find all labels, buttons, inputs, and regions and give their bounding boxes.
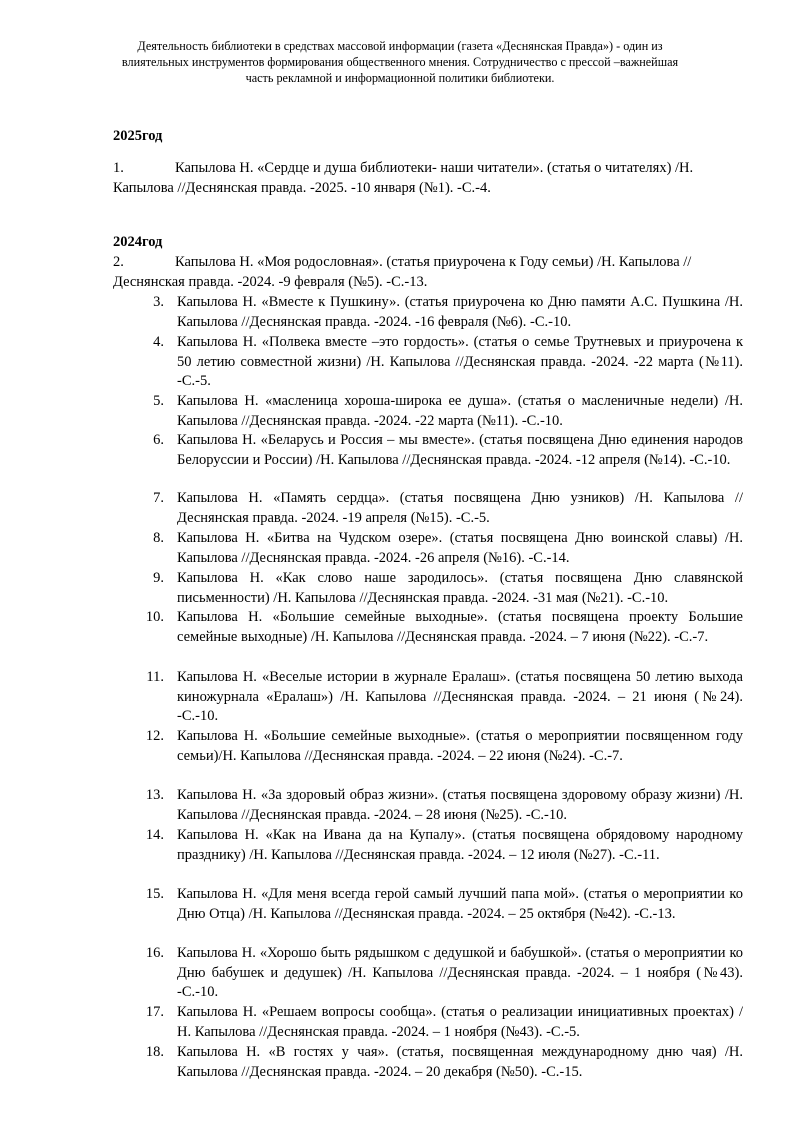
list-item-text: Капылова Н. «Как на Ивана да на Купалу». (статья посвящена обрядовому народному празднику) /Н. Капылова //Деснянская правда. -2024. – 12 июля (№27). -С.-11. <box>177 827 743 863</box>
entry-2024-2 <box>113 252 743 292</box>
list-item-number: 12. <box>145 728 164 744</box>
list-item-number: 15. <box>145 886 164 902</box>
list-item-text: Капылова Н. «Большие семейные выходные». (статья о мероприятии посвященном году семьи)/Н. Капылова //Деснянская правда. -2024. – 22 июня (№24). -С.-7. <box>177 728 743 764</box>
list-item-number: 14. <box>145 827 164 843</box>
list-item-text: Капылова Н. «масленица хороша-широка ее душа». (статья о масленичные недели) /Н. Капылова //Деснянская правда. -2024. -22 марта (№11). -С.-10. <box>177 393 743 429</box>
section-title-2024: 2024год <box>113 234 163 250</box>
list-item-text: Капылова Н. «Беларусь и Россия – мы вместе». (статья посвящена Дню единения народов Белоруссии и России) /Н. Капылова //Деснянская правда. -2024. -12 апреля (№14). -С.-10. <box>177 432 743 468</box>
list-item-text: Капылова Н. «Хорошо быть рядышком с дедушкой и бабушкой». (статья о мероприятии ко Дню бабушек и дедушек) /Н. Капылова //Деснянская правда. -2024. – 1 ноября (№43). -С.-10. <box>177 945 743 1000</box>
page-header: Деятельность библиотеки в средствах массовой информации (газета «Деснянская Правда») - один из влиятельных инструментов формирования общественного мнения. Сотрудничество с прессой –важнейшая часть рекламной и информационной политики библиотеки. <box>121 39 679 85</box>
list-item-number: 4. <box>153 334 164 350</box>
list-item-number: 10. <box>145 609 164 625</box>
entry-number: 1. <box>113 160 124 176</box>
list-item-number: 5. <box>153 393 164 409</box>
list-item-text: Капылова Н. «Большие семейные выходные». (статья посвящена проекту Большие семейные выходные) /Н. Капылова //Деснянская правда. -2024. – 7 июня (№22). -С.-7. <box>177 609 743 645</box>
list-item-text: Капылова Н. «Веселые истории в журнале Ералаш». (статья посвящена 50 летию выхода киножурнала «Ералаш») /Н. Капылова //Деснянская правда. -2024. – 21 июня (№24). -С.-10. <box>177 669 743 724</box>
list-item-text: Капылова Н. «В гостях у чая». (статья, посвященная международному дню чая) /Н. Капылова //Деснянская правда. -2024. – 20 декабря (№50). -С.-15. <box>177 1044 743 1080</box>
entry-text: Капылова Н. «Сердце и душа библиотеки- наши читатели». (статья о читателях) /Н. Капылова //Деснянская правда. -2025. -10 января (№1). -С.-4. <box>113 160 694 196</box>
list-item-number: 17. <box>145 1004 164 1020</box>
list-item-text: Капылова Н. «За здоровый образ жизни». (статья посвящена здоровому образу жизни) /Н. Капылова //Деснянская правда. -2024. – 28 июня (№25). -С.-10. <box>177 787 743 823</box>
section-title-2025: 2025год <box>113 128 163 144</box>
list-item-text: Капылова Н. «Полвека вместе –это гордость». (статья о семье Трутневых и приурочена к 50 летию совместной жизни) /Н. Капылова //Деснянская правда. -2024. -22 марта (№11). -С.-5. <box>177 334 743 389</box>
entry-number: 2. <box>113 254 124 270</box>
list-item-text: Капылова Н. «Вместе к Пушкину». (статья приурочена ко Дню памяти А.С. Пушкина /Н. Капылова //Деснянская правда. -2024. -16 февраля (№6). -С.-10. <box>177 294 743 330</box>
list-item-text: Капылова Н. «Как слово наше зародилось». (статья посвящена Дню славянской письменности) /Н. Капылова //Деснянская правда. -2024. -31 мая (№21). -С.-10. <box>177 570 743 606</box>
list-item-number: 8. <box>153 530 164 546</box>
list-item-number: 18. <box>145 1044 164 1060</box>
entry-text: Капылова Н. «Моя родословная». (статья приурочена к Году семьи) /Н. Капылова //Деснянская правда. -2024. -9 февраля (№5). -С.-13. <box>113 254 692 290</box>
list-item-number: 7. <box>153 490 164 506</box>
list-item-text: Капылова Н. «Память сердца». (статья посвящена Дню узников) /Н. Капылова //Деснянская правда. -2024. -19 апреля (№15). -С.-5. <box>177 490 743 526</box>
list-item-number: 6. <box>153 432 164 448</box>
list-item-number: 16. <box>145 945 164 961</box>
list-item-number: 9. <box>153 570 164 586</box>
list-item-text: Капылова Н. «Решаем вопросы сообща». (статья о реализации инициативных проектах) /Н. Капылова //Деснянская правда. -2024. – 1 ноября (№43). -С.-5. <box>177 1004 743 1040</box>
list-item-number: 3. <box>153 294 164 310</box>
list-item-text: Капылова Н. «Для меня всегда герой самый лучший папа мой». (статья о мероприятии ко Дню Отца) /Н. Капылова //Деснянская правда. -2024. – 25 октября (№42). -С.-13. <box>177 886 743 922</box>
list-item-number: 11. <box>146 669 164 685</box>
entry-2025-1 <box>113 158 743 198</box>
list-item-number: 13. <box>145 787 164 803</box>
list-item-text: Капылова Н. «Битва на Чудском озере». (статья посвящена Дню воинской славы) /Н. Капылова //Деснянская правда. -2024. -26 апреля (№16). -С.-14. <box>177 530 743 566</box>
